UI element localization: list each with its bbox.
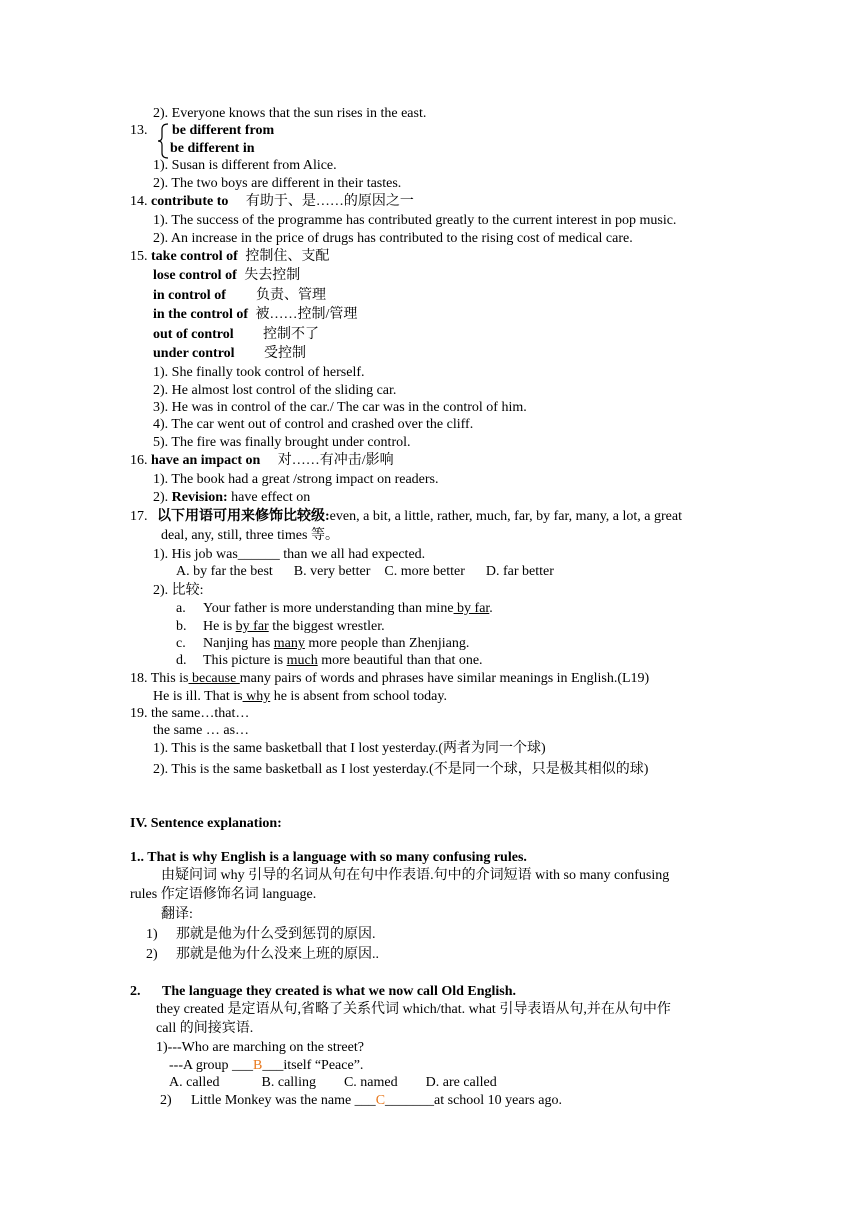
list-item: 2) 那就是他为什么没来上班的原因.. [146, 947, 379, 962]
phrase: take control of [151, 249, 238, 264]
translation: 失去控制 [244, 268, 301, 283]
question: ---A group ___B___itself “Peace”. [169, 1058, 364, 1073]
example: 2). This is the same basketball as I lost yesterday.(不是同一个球，只是极其相似的球) [153, 762, 649, 777]
question: 2). 比较: [153, 583, 204, 598]
translation: 控制不了 [263, 327, 319, 342]
phrase: have an impact on [151, 453, 261, 468]
explanation: they created 是定语从句,省略了关系代词 which/that. what 引导表语从句,并在从句中作 [156, 1002, 671, 1017]
answer-options: A. by far the best B. very better C. more better D. far better [176, 564, 554, 579]
list-letter: d. [176, 653, 187, 668]
item-heading [130, 193, 414, 210]
phrase: in the control of [153, 307, 249, 322]
sentence: Nanjing has many more people than Zhenjiang. [203, 636, 470, 651]
phrase: be different in [170, 141, 255, 156]
translation: 对……有冲击/影响 [277, 453, 394, 468]
sentence-title: 2. The language they created is what we now call Old English. [130, 984, 517, 999]
phrase-row [153, 267, 300, 284]
answer: C [375, 1093, 386, 1108]
item-heading [130, 508, 682, 525]
example-text: have effect on [227, 490, 311, 505]
phrase: in control of [153, 288, 226, 303]
rule-text: deal, any, still, three times 等。 [161, 528, 339, 543]
item-sentence: 18. This is because many pairs of words and phrases have similar meanings in English.(L19) [130, 671, 650, 686]
item-number: 17. [130, 509, 148, 524]
phrase-row [153, 287, 326, 304]
translation: 受控制 [264, 346, 306, 361]
explanation: rules 作定语修饰名词 language. [130, 887, 317, 902]
phrase: the same … as… [153, 723, 250, 738]
text-line: 2). Everyone knows that the sun rises in the east. [153, 106, 427, 121]
item-heading: 19. the same…that… [130, 706, 250, 721]
example: 1). Susan is different from Alice. [153, 158, 337, 173]
example: 2). An increase in the price of drugs has contributed to the rising cost of medical care. [153, 231, 633, 246]
phrase: lose control of [153, 268, 237, 283]
example: 3). He was in control of the car./ The car was in the control of him. [153, 400, 527, 415]
list-item: 1) 那就是他为什么受到惩罚的原因. [146, 927, 376, 942]
list-item [176, 635, 470, 652]
example: 1). This is the same basketball that I lost yesterday.(两者为同一个球) [153, 741, 546, 756]
list-letter: b. [176, 619, 187, 634]
example: 5). The fire was finally brought under control. [153, 435, 411, 450]
item-number: 16. [130, 453, 148, 468]
rule-text: even, a bit, a little, rather, much, far, by far, many, a lot, a great [329, 509, 682, 524]
sentence: He is by far the biggest wrestler. [203, 619, 385, 634]
sentence: Your father is more understanding than mine by far. [203, 601, 493, 616]
phrase: under control [153, 346, 235, 361]
list-item [176, 618, 385, 635]
answer: B [253, 1058, 263, 1073]
example: 1). She finally took control of herself. [153, 365, 365, 380]
list-item [176, 600, 493, 617]
phrase: be different from [172, 123, 275, 138]
phrase-row [153, 345, 306, 362]
translate-label: 翻译: [161, 907, 193, 922]
example: 2). The two boys are different in their tastes. [153, 176, 402, 191]
question: 1)---Who are marching on the street? [156, 1040, 364, 1055]
explanation: 由疑问词 why 引导的名词从句在句中作表语.句中的介词短语 with so many confusing [161, 868, 670, 883]
translation: 负责、管理 [256, 288, 326, 303]
list-item [176, 652, 483, 669]
example-number: 2). [153, 490, 172, 505]
sentence-title: 1.. That is why English is a language with so many confusing rules. [130, 850, 527, 865]
sentence: This picture is much more beautiful than that one. [203, 653, 483, 668]
translation: 控制住、支配 [245, 249, 330, 264]
explanation: call 的间接宾语. [156, 1021, 254, 1036]
question: 1). His job was______ than we all had expected. [153, 547, 426, 562]
example: He is ill. That is why he is absent from school today. [153, 689, 447, 704]
item-heading [130, 248, 329, 265]
phrase-row [153, 306, 357, 323]
translation: 被……控制/管理 [255, 307, 358, 322]
section-heading: IV. Sentence explanation: [130, 816, 282, 831]
question: 2) Little Monkey was the name ___C_______at school 10 years ago. [160, 1093, 562, 1108]
rule-title: 以下用语可用来修饰比较级: [157, 509, 330, 524]
item-number: 13. [130, 123, 148, 138]
example: 2). He almost lost control of the sliding car. [153, 383, 397, 398]
list-letter: c. [176, 636, 186, 651]
example: 1). The success of the programme has contributed greatly to the current interest in pop music. [153, 213, 677, 228]
translation: 有助于、是……的原因之一 [245, 194, 414, 209]
phrase-row [153, 326, 319, 343]
list-letter: a. [176, 601, 186, 616]
brace-icon [156, 123, 170, 159]
phrase: contribute to [151, 194, 229, 209]
phrase: out of control [153, 327, 234, 342]
item-number: 15. [130, 249, 148, 264]
answer-options: A. called B. calling C. named D. are called [169, 1075, 497, 1090]
item-number: 14. [130, 194, 148, 209]
item-heading [130, 452, 394, 469]
example: 4). The car went out of control and crashed over the cliff. [153, 417, 474, 432]
example: 1). The book had a great /strong impact on readers. [153, 472, 439, 487]
revision-label: Revision: [171, 490, 228, 505]
example [153, 489, 310, 506]
